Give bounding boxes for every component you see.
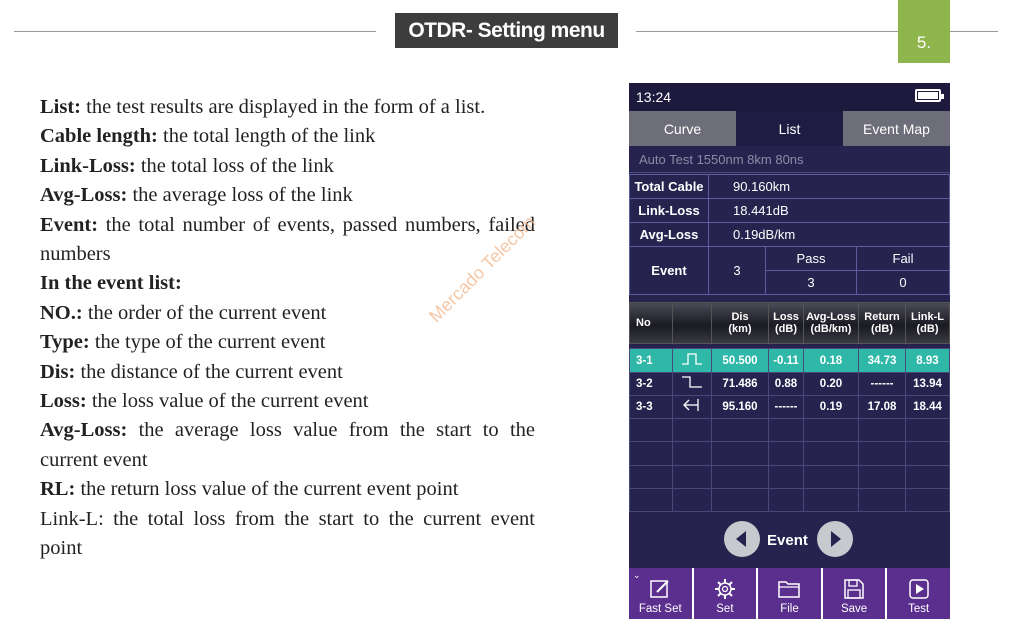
edit-icon xyxy=(649,578,671,600)
event-table xyxy=(629,302,950,512)
view-tabs xyxy=(629,111,950,146)
event-row[interactable]: 3-1 50.500 -0.11 0.18 34.73 8.93 xyxy=(630,349,950,372)
battery-icon xyxy=(915,89,941,102)
tab-list[interactable]: List xyxy=(736,111,843,146)
tab-event-map[interactable]: Event Map xyxy=(843,111,950,146)
col-dis: Dis (km) xyxy=(712,303,769,344)
file-button[interactable]: File xyxy=(758,568,823,619)
desc-line-loss: Loss: the loss value of the current event xyxy=(40,390,369,413)
set-button[interactable]: Set xyxy=(694,568,759,619)
clock: 13:24 xyxy=(636,89,672,105)
non-reflective-event-icon xyxy=(673,372,712,395)
tab-curve[interactable]: Curve xyxy=(629,111,736,146)
event-count: 3 xyxy=(709,247,766,295)
save-button[interactable]: Save xyxy=(823,568,888,619)
col-avg-loss: Avg-Loss (dB/km) xyxy=(804,303,859,344)
avg-loss-value: 0.19dB/km xyxy=(709,223,950,247)
reflective-event-icon xyxy=(673,349,712,372)
desc-line-cable-length: Cable length: the total length of the link xyxy=(40,125,376,148)
pass-count: 3 xyxy=(766,271,857,295)
desc-line-dis: Dis: the distance of the current event xyxy=(40,360,343,383)
bottom-toolbar xyxy=(629,568,950,619)
desc-line-event: Event: the total number of events, passed numbers, failed numbers xyxy=(40,213,535,266)
page-title: OTDR- Setting menu xyxy=(395,13,618,48)
end-event-icon xyxy=(673,395,712,418)
arrow-right-icon xyxy=(817,521,853,557)
test-config: Auto Test 1550nm 8km 80ns xyxy=(629,146,950,173)
desc-line-avg-loss: Avg-Loss: the average loss of the link xyxy=(40,184,353,207)
status-bar xyxy=(629,83,950,111)
desc-line-type: Type: the type of the current event xyxy=(40,331,326,354)
link-loss-value: 18.441dB xyxy=(709,199,950,223)
folder-icon xyxy=(777,578,801,600)
fail-count: 0 xyxy=(857,271,950,295)
col-link-l: Link-L (dB) xyxy=(906,303,950,344)
desc-line-link-l: Link-L: the total loss from the start to the current event point xyxy=(40,507,535,560)
event-row[interactable]: 3-3 95.160 ------ 0.19 17.08 18.44 xyxy=(630,395,950,418)
empty-row xyxy=(630,488,950,511)
empty-row xyxy=(630,442,950,465)
col-loss: Loss (dB) xyxy=(769,303,804,344)
avg-loss-label: Avg-Loss xyxy=(630,223,709,247)
fail-label: Fail xyxy=(857,247,950,271)
col-return: Return (dB) xyxy=(859,303,906,344)
event-navigator xyxy=(629,514,950,568)
event-row[interactable]: 3-2 71.486 0.88 0.20 ------ 13.94 xyxy=(630,372,950,395)
pass-label: Pass xyxy=(766,247,857,271)
desc-line-list: List: the test results are displayed in the form of a list. xyxy=(40,96,486,118)
total-cable-value: 90.160km xyxy=(709,175,950,199)
header-rule-left xyxy=(14,31,376,32)
arrow-left-icon xyxy=(724,521,760,557)
desc-line-event-list: In the event list: xyxy=(40,272,182,295)
empty-row xyxy=(630,419,950,442)
col-type xyxy=(673,303,712,344)
empty-row xyxy=(630,465,950,488)
play-icon xyxy=(908,578,930,600)
page-number: 5. xyxy=(898,0,950,63)
event-label: Event xyxy=(630,247,709,295)
total-cable-label: Total Cable xyxy=(630,175,709,199)
link-loss-label: Link-Loss xyxy=(630,199,709,223)
otdr-screen xyxy=(629,83,950,619)
desc-line-no: NO.: the order of the current event xyxy=(40,301,327,324)
watermark: Mercado Telecom xyxy=(425,211,540,327)
prev-event-button[interactable] xyxy=(724,521,760,557)
desc-line-rl: RL: the return loss value of the current event point xyxy=(40,478,459,501)
next-event-button[interactable] xyxy=(817,521,853,557)
event-table-header xyxy=(630,303,950,344)
gear-icon xyxy=(714,578,736,600)
description-text xyxy=(40,93,535,564)
fast-set-button[interactable]: ⌄ Fast Set xyxy=(629,568,694,619)
summary-table xyxy=(629,174,950,295)
desc-line-link-loss: Link-Loss: the total loss of the link xyxy=(40,154,334,177)
desc-line-avg-loss-event: Avg-Loss: the average loss value from the start to the current event xyxy=(40,419,535,471)
floppy-disk-icon xyxy=(843,578,865,600)
test-button[interactable]: Test xyxy=(887,568,950,619)
chevron-down-icon: ⌄ xyxy=(633,570,641,580)
col-no: No xyxy=(630,303,673,344)
event-nav-label: Event xyxy=(767,532,808,549)
